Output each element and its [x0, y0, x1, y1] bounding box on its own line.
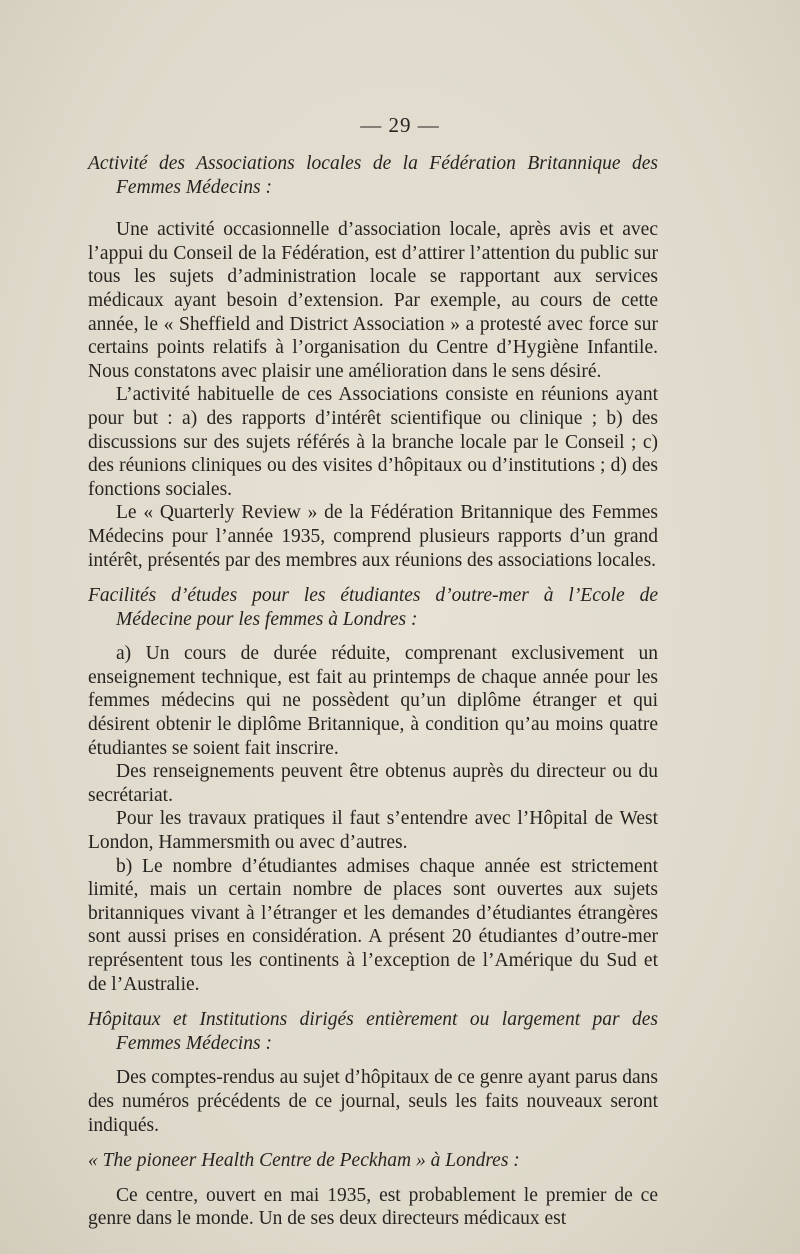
- paragraph: Des comptes-rendus au sujet d’hôpitaux de ce genre ayant parus dans des numéros précédents de ce journal, seuls les faits nouveaux seront indiqués.: [88, 1067, 658, 1136]
- paragraph: Ce centre, ouvert en mai 1935, est probablement le premier de ce genre dans le monde. Un de ses deux directeurs médicaux est: [88, 1184, 658, 1230]
- section-heading-pioneer-health-centre: « The pioneer Health Centre de Peckham » à Londres :: [88, 1150, 520, 1172]
- section-heading-study-facilities: Facilités d’études pour les étudiantes d’outre-mer à l’Ecole de Médecine pour les femmes à Londres :: [88, 585, 658, 630]
- paragraph: a) Un cours de durée réduite, comprenant exclusivement un enseignement technique, est fait au printemps de chaque année pour les femmes médecins qui ne possèdent qu’un diplôme étranger et qui désirent obtenir le diplôme Britannique, à condition qu’au moins quatre étudiantes se soient fait inscrire.: [88, 643, 658, 759]
- page-body: [88, 152, 658, 1231]
- section-heading-hospitals: Hôpitaux et Institutions dirigés entièrement ou largement par des Femmes Médecins :: [88, 1009, 658, 1054]
- page-number: — 29 —: [360, 113, 440, 137]
- paragraph: Des renseignements peuvent être obtenus auprès du directeur ou du secrétariat.: [88, 761, 658, 806]
- paragraph: Pour les travaux pratiques il faut s’entendre avec l’Hôpital de West London, Hammersmith ou avec d’autres.: [88, 808, 658, 854]
- paragraph: Le « Quarterly Review » de la Fédération Britannique des Femmes Médecins pour l’année 1935, comprend plusieurs rapports d’un grand intérêt, présentés par des membres aux réunions des associations locales.: [88, 502, 658, 571]
- paragraph: b) Le nombre d’étudiantes admises chaque année est strictement limité, mais un certain nombre de places sont ouvertes aux sujets britanniques vivant à l’étranger et les demandes d’étudiantes étrangères sont aussi prises en considération. A présent 20 étudiantes d’outre-mer représentent tous les continents à l’exception de l’Amérique du Sud et de l’Australie.: [88, 855, 658, 995]
- section-heading-local-associations: Activité des Associations locales de la Fédération Britannique des Femmes Médecins :: [88, 153, 658, 198]
- paragraph: L’activité habituelle de ces Associations consiste en réunions ayant pour but : a) des rapports d’intérêt scientifique ou clinique ; b) des discussions sur des sujets référés à la branche locale par le Conseil ; c) des réunions cliniques ou des visites d’hôpitaux ou d’institutions ; d) des fonctions sociales.: [88, 384, 658, 500]
- paragraph: Une activité occasionnelle d’association locale, après avis et avec l’appui du Conseil de la Fédération, est d’attirer l’attention du public sur tous les sujets d’administration locale se rapportant aux services médicaux ayant besoin d’extension. Par exemple, au cours de cette année, le « Sheffield and District Association » a protesté avec force sur certains points relatifs à l’organisation du Centre d’Hygiène Infantile. Nous constatons avec plaisir une amélioration dans le sens désiré.: [88, 219, 658, 382]
